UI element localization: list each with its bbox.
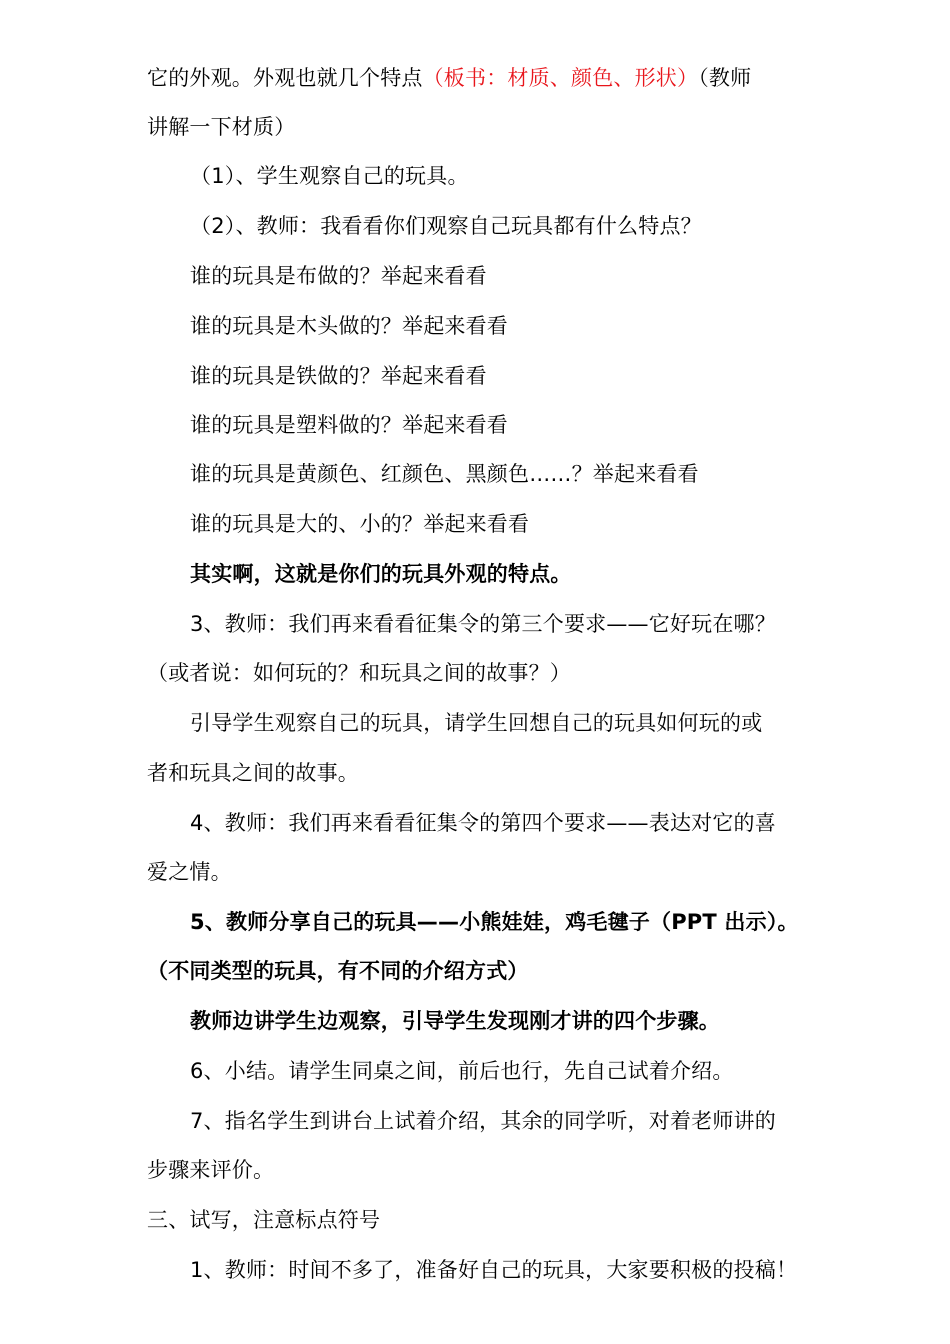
paragraph-line-5: 谁的玩具是布做的？举起来看看 [190,264,487,288]
paragraph-line-22: 7、指名学生到讲台上试着介绍，其余的同学听，对着老师讲的 [190,1109,776,1133]
bold-paragraph-line: 教师边讲学生边观察，引导学生发现刚才讲的四个步骤。 [190,1009,720,1033]
paragraph-line-23: 步骤来评价。 [147,1158,275,1182]
paragraph-line-6: 谁的玩具是木头做的？举起来看看 [190,314,508,338]
bold-paragraph-line: 5、教师分享自己的玩具——小熊娃娃，鸡毛毽子（PPT 出示）。 [190,910,799,934]
bold-paragraph-line: （不同类型的玩具，有不同的介绍方式） [147,959,529,983]
text-run: （教师 [698,66,752,90]
paragraph-line-14: 引导学生观察自己的玩具，请学生回想自己的玩具如何玩的或 [190,711,763,735]
paragraph-line-17: 爱之情。 [147,860,232,884]
paragraph-line-4: （2）、教师：我看看你们观察自己玩具都有什么特点？ [190,214,702,238]
paragraph-line-1 [147,64,751,92]
section-heading: 三、试写，注意标点符号 [147,1208,381,1232]
paragraph-line-3: （1）、学生观察自己的玩具。 [190,164,469,188]
paragraph-line-10: 谁的玩具是大的、小的？举起来看看 [190,512,530,536]
bold-paragraph-line: 其实啊，这就是你们的玩具外观的特点。 [190,562,572,586]
text-run: 它的外观。外观也就几个特点 [147,66,423,90]
paragraph-line-21: 6、小结。请学生同桌之间，前后也行，先自己试着介绍。 [190,1059,734,1083]
paragraph-line-9: 谁的玩具是黄颜色、红颜色、黑颜色……？举起来看看 [190,462,699,486]
paragraph-line-8: 谁的玩具是塑料做的？举起来看看 [190,413,508,437]
paragraph-line-7: 谁的玩具是铁做的？举起来看看 [190,364,487,388]
blackboard-note: （板书：材质、颜色、形状） [422,66,699,90]
paragraph-line-2: 讲解一下材质） [147,115,296,139]
paragraph-line-13: （或者说：如何玩的？和玩具之间的故事？） [147,661,571,685]
paragraph-line-16: 4、教师：我们再来看看征集令的第四个要求——表达对它的喜 [190,811,776,835]
paragraph-line-25: 1、教师：时间不多了，准备好自己的玩具，大家要积极的投稿！ [190,1258,798,1282]
paragraph-line-15: 者和玩具之间的故事。 [147,761,359,785]
paragraph-line-12: 3、教师：我们再来看看征集令的第三个要求——它好玩在哪？ [190,612,776,636]
